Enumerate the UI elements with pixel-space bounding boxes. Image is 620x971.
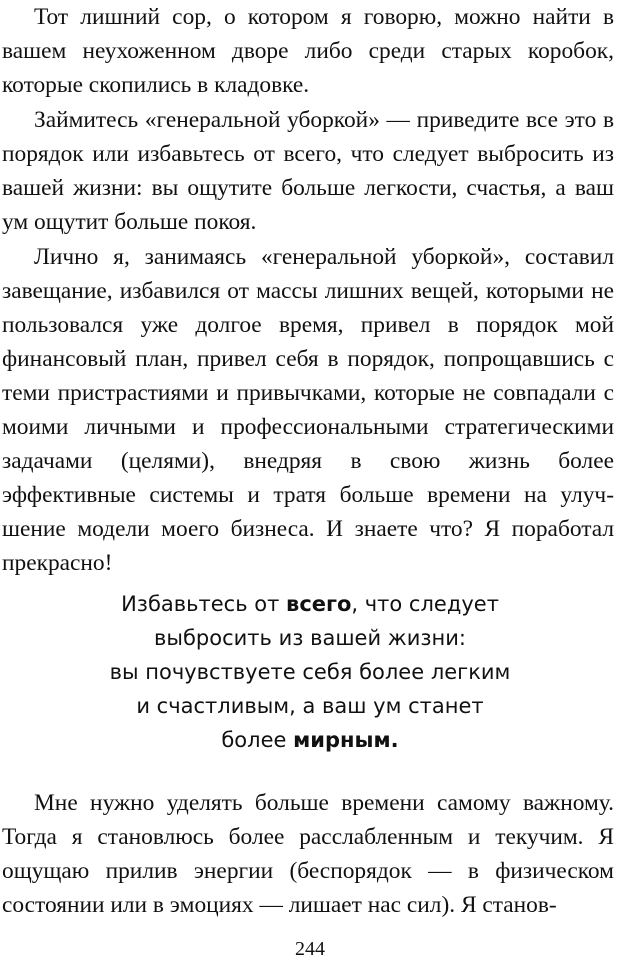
pull-quote-line-1 xyxy=(0,587,620,621)
paragraph-4: Мне нужно уделять больше времени самому важному. Тогда я становлюсь более расслабленным и текучим. Я ощущаю прилив энергии (беспорядок — в физическом состоянии или в эмоциях — лишает нас сил). Я станов- xyxy=(2,790,614,918)
pull-quote-line-3: вы почувствуете себя более легким xyxy=(109,660,511,684)
pull-quote-text: Избавьтесь от xyxy=(121,592,287,616)
paragraph-3: Лично я, занимаясь «генеральной уборкой», составил завещание, избавился от массы лишних вещей, которыми не пользовался уже долгое время, привел в порядок мой финансовый план, привел себя в порядок, попрощавшись с теми пристрастиями и привычками, которые не совпадали с моими личными и профессиональными стратегическими задачами (целями), внедряя в свою жизнь более эффективные системы и тратя больше времени на улучшение модели моего бизнеса. И знаете что? Я поработал прекрасно! xyxy=(2,244,614,576)
pull-quote-text: , что следует xyxy=(351,592,499,616)
pull-quote-line-4: и счастливым, а ваш ум станет xyxy=(136,694,484,718)
pull-quote-line-2: выбросить из вашей жизни: xyxy=(154,626,466,650)
pull-quote-line-5 xyxy=(0,723,620,757)
pull-quote-emphasis: мирным. xyxy=(293,728,399,752)
pull-quote-emphasis: всего xyxy=(286,592,352,616)
pull-quote xyxy=(0,587,620,757)
paragraph-1: Тот лишний сор, о котором я говорю, можно найти в вашем неухоженном дворе либо среди старых коробок, которые скопились в кладовке. xyxy=(2,4,614,98)
pull-quote-text: более xyxy=(221,728,294,752)
page-number: 244 xyxy=(295,938,325,960)
paragraph-2: Займитесь «генеральной уборкой» — приведите все это в порядок или избавьтесь от всего, что следует выбросить из вашей жизни: вы ощутите больше легкости, счастья, а ваш ум ощутит больше покоя. xyxy=(2,107,614,235)
